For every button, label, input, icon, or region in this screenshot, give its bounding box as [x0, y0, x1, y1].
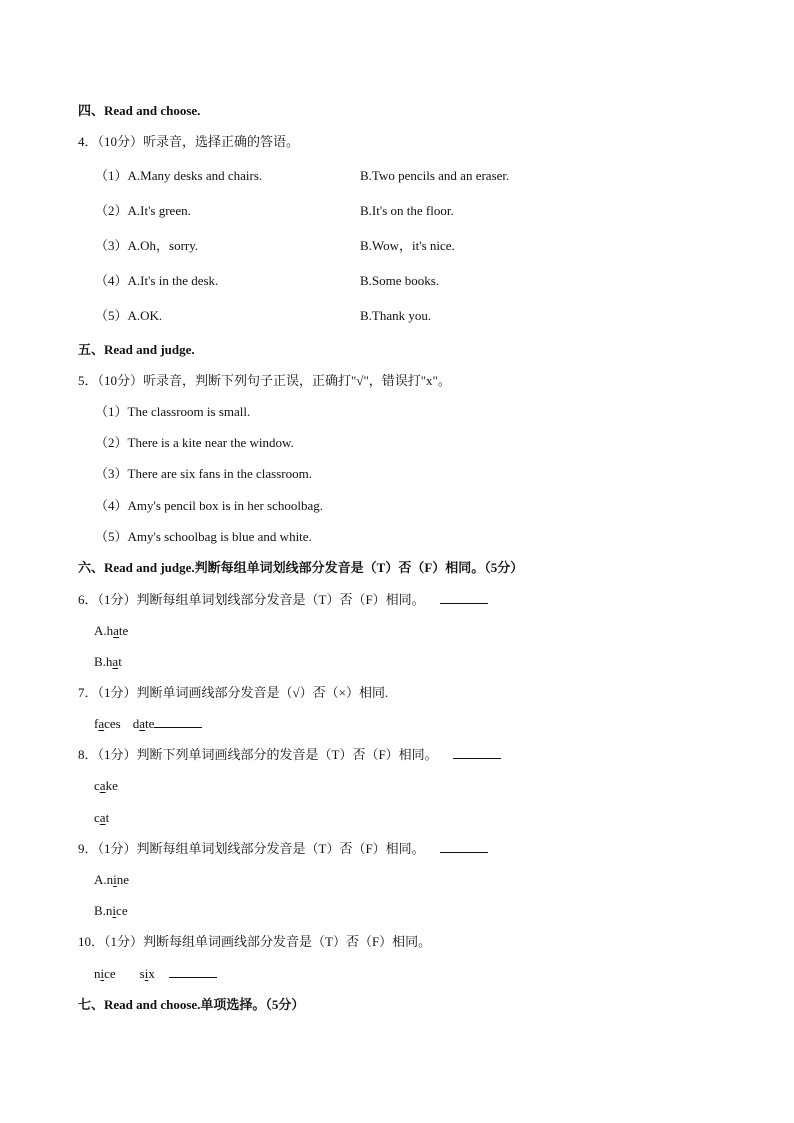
word-part: ce — [104, 966, 116, 981]
answer-blank-8[interactable] — [453, 747, 501, 759]
word-part: d — [132, 716, 140, 731]
q5-statement-1: （1）The classroom is small. — [95, 404, 251, 419]
word-part: n — [94, 966, 101, 981]
q9-word-b — [94, 903, 128, 919]
q4-option-2a: （2）A.It's green. — [95, 203, 191, 218]
word-part: B.h — [94, 654, 113, 669]
underlined-letter: a — [139, 716, 146, 731]
underlined-letter: a — [99, 778, 106, 793]
q6-word-b — [94, 654, 122, 670]
question-8 — [78, 747, 501, 763]
q10-words — [94, 966, 217, 982]
q6-word-a — [94, 623, 128, 639]
question-4-stem: 4．（10分）听录音，选择正确的答语。 — [78, 134, 300, 149]
word-part: t — [118, 654, 122, 669]
word-part: A.n — [94, 872, 114, 887]
q5-statement-2: （2）There is a kite near the window. — [95, 435, 294, 450]
q4-option-1a: （1）A.Many desks and chairs. — [95, 168, 263, 183]
question-6 — [78, 592, 488, 608]
section-5-heading: 五、Read and judge. — [78, 342, 195, 357]
word-part: x — [148, 966, 155, 981]
check-mark-icon: √ — [292, 685, 300, 700]
q4-option-3b: B.Wow，it's nice. — [360, 238, 455, 253]
question-9 — [78, 841, 488, 857]
question-6-stem: 6．（1分）判断每组单词划线部分发音是（T）否（F）相同。 — [78, 592, 425, 607]
section-7-heading: 七、Read and choose.单项选择。（5分） — [78, 997, 305, 1012]
question-7-stem-end: ）否（×）相同. — [299, 685, 389, 700]
underlined-letter: a — [99, 810, 106, 825]
q4-option-5b: B.Thank you. — [360, 308, 432, 323]
word-part: f — [94, 716, 99, 731]
q9-word-a — [94, 872, 129, 888]
q4-option-5a: （5）A.OK. — [95, 308, 163, 323]
question-7-stem-start: 7．（1分）判断单词画线部分发音是（ — [78, 685, 293, 700]
word-part: ce — [116, 903, 128, 918]
underlined-letter: i — [112, 903, 117, 918]
question-9-stem: 9．（1分）判断每组单词划线部分发音是（T）否（F）相同。 — [78, 841, 425, 856]
word-part: ne — [116, 872, 130, 887]
q5-statement-5: （5）Amy's schoolbag is blue and white. — [95, 529, 312, 544]
q5-statement-4: （4）Amy's pencil box is in her schoolbag. — [95, 498, 324, 513]
answer-blank-9[interactable] — [440, 841, 488, 853]
word-part: c — [94, 810, 100, 825]
word-part: te — [118, 623, 129, 638]
question-10-stem: 10．（1分）判断每组单词画线部分发音是（T）否（F）相同。 — [78, 934, 432, 949]
underlined-letter: a — [98, 716, 105, 731]
section-4-heading: 四、Read and choose. — [78, 103, 201, 118]
word-part: c — [94, 778, 100, 793]
word-part: te — [145, 716, 155, 731]
q4-option-4a: （4）A.It's in the desk. — [95, 273, 219, 288]
q4-option-3a: （3）A.Oh，sorry. — [95, 238, 199, 253]
q8-word-a — [94, 778, 118, 794]
q7-words — [94, 716, 202, 732]
word-part: B.n — [94, 903, 113, 918]
word-part: ke — [105, 778, 118, 793]
word-part: t — [105, 810, 110, 825]
underlined-letter: i — [100, 966, 105, 981]
question-5-stem: 5．（10分）听录音，判断下列句子正误，正确打"√"，错误打"x"。 — [78, 373, 451, 388]
q4-option-4b: B.Some books. — [360, 273, 440, 288]
q5-statement-3: （3）There are six fans in the classroom. — [95, 466, 312, 481]
section-6-heading: 六、Read and judge.判断每组单词划线部分发音是（T）否（F）相同。（5分） — [78, 560, 524, 575]
q8-word-b — [94, 810, 109, 826]
answer-blank-10[interactable] — [169, 966, 217, 978]
answer-blank-6[interactable] — [440, 592, 488, 604]
underlined-letter: a — [113, 623, 119, 638]
q4-option-2b: B.It's on the floor. — [360, 203, 454, 218]
word-part: A.h — [94, 623, 114, 638]
question-7-stem — [78, 685, 388, 701]
word-part: s — [139, 966, 145, 981]
underlined-letter: i — [144, 966, 149, 981]
question-8-stem: 8．（1分）判断下列单词画线部分的发音是（T）否（F）相同。 — [78, 747, 438, 762]
word-part: ces — [104, 716, 121, 731]
answer-blank-7[interactable] — [154, 716, 202, 728]
underlined-letter: a — [112, 654, 119, 669]
underlined-letter: i — [113, 872, 117, 887]
q4-option-1b: B.Two pencils and an eraser. — [360, 168, 510, 183]
